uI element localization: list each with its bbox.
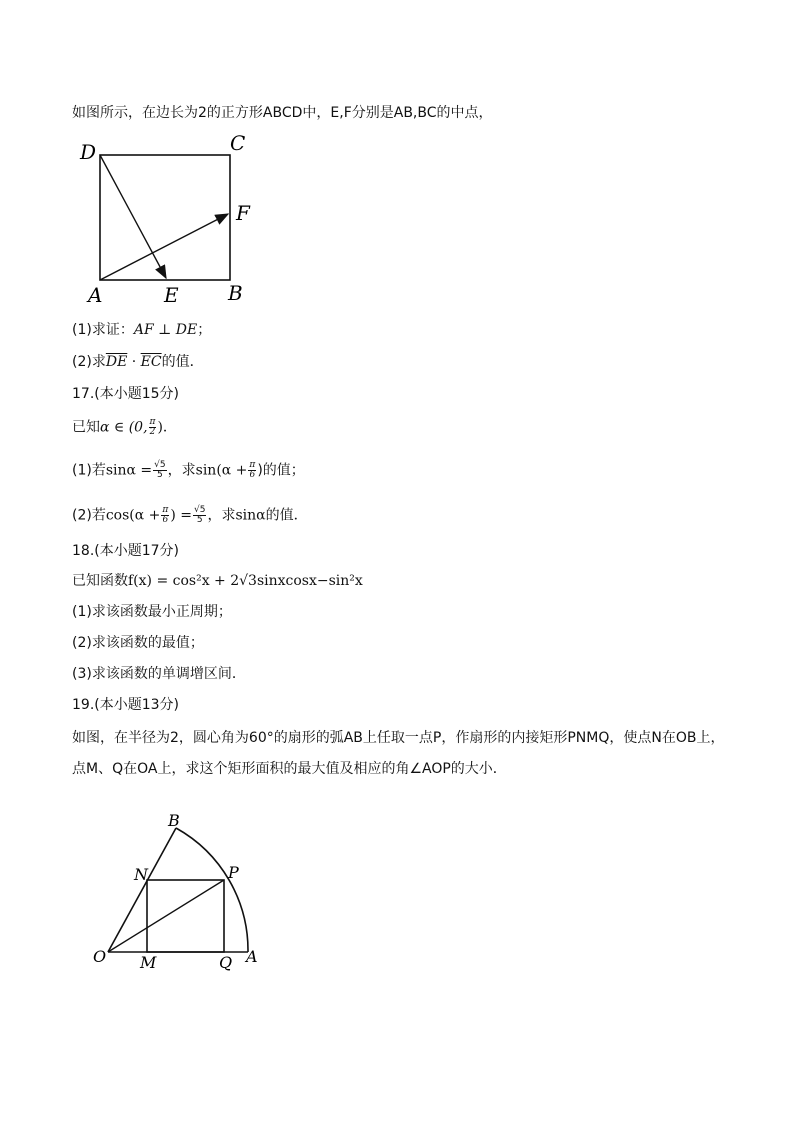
label-q: Q xyxy=(219,953,233,972)
square-abcd xyxy=(100,155,230,280)
vector-de-text: $\overline{DE}$ xyxy=(105,354,128,370)
label-f: F xyxy=(236,201,250,225)
q2-prefix: (2)求 xyxy=(72,354,106,370)
problem19-header: 19.(本小题13分) xyxy=(72,697,180,713)
fraction-sqrt5-5: $\frac{√5}{5}$ xyxy=(154,460,166,480)
label-d: D xyxy=(80,140,97,164)
q1-expr: sin(α + xyxy=(195,462,248,479)
label-p: P xyxy=(228,863,239,882)
q2-expr: cos(α + xyxy=(105,507,161,524)
problem16-q1 xyxy=(72,321,211,339)
label-b: B xyxy=(228,281,243,304)
dot-operator: · xyxy=(127,354,141,370)
fraction-sqrt5-5: $\frac{√5}{5}$ xyxy=(193,505,206,525)
q2-suffix: 的值． xyxy=(161,354,204,370)
given-function: f(x) = cos²x + 2√3sinxcosx−sin²x xyxy=(128,573,363,589)
problem19-line2: 点M、Q在OA上，求这个矩形面积的最大值及相应的角∠AOP的大小． xyxy=(72,761,507,777)
label-n: N xyxy=(134,865,148,884)
problem17-q1 xyxy=(72,461,305,480)
vector-ec-text: $\overline{EC}$ xyxy=(140,354,162,370)
q1-mid: ，求 xyxy=(167,462,196,479)
label-e: E xyxy=(164,283,179,304)
problem18-q1: (1)求该函数最小正周期； xyxy=(72,604,232,620)
given-prefix: 已知 xyxy=(72,419,100,436)
problem19-line1: 如图，在半径为2，圆心角为60°的扇形的弧AB上任取一点P，作扇形的内接矩形PNMQ，使点N在OB上， xyxy=(72,730,725,746)
label-c: C xyxy=(230,134,246,155)
fraction-pi-6: $\frac{\pi}{6}$ xyxy=(249,460,256,480)
q2-suffix: 的值． xyxy=(265,507,308,524)
q2-target: sinα xyxy=(235,507,266,524)
label-b: B xyxy=(168,812,180,830)
problem17-q2 xyxy=(72,506,308,525)
q1-suffix: ； xyxy=(197,322,212,338)
q1-prefix: (1)若 xyxy=(72,462,106,479)
sector-figure xyxy=(88,812,288,982)
problem18-q2: (2)求该函数的最值； xyxy=(72,635,204,651)
q2-eq: ) = xyxy=(170,507,192,524)
problem17-given xyxy=(72,418,177,437)
label-a: A xyxy=(246,947,258,966)
problem16-q2 xyxy=(72,353,204,371)
fraction-pi-2: $\frac{\pi}{2}$ xyxy=(149,417,156,437)
vector-de xyxy=(100,155,166,278)
problem18-given xyxy=(72,572,363,590)
segment-op xyxy=(108,880,224,952)
problem18-header: 18.(本小题17分) xyxy=(72,543,180,559)
q1-sin: sinα = xyxy=(105,462,153,479)
problem16-intro: 如图所示，在边长为2的正方形ABCD中，E,F分别是AB,BC的中点， xyxy=(72,105,493,121)
label-o: O xyxy=(93,947,107,966)
rectangle-pnmq xyxy=(147,880,224,952)
label-m: M xyxy=(140,953,157,972)
problem18-q3: (3)求该函数的单调增区间． xyxy=(72,666,246,682)
arc-ab xyxy=(176,828,248,952)
q2-prefix: (2)若 xyxy=(72,507,106,524)
given-prefix: 已知函数 xyxy=(72,573,128,589)
fraction-pi-6: $\frac{\pi}{6}$ xyxy=(162,505,169,525)
square-figure xyxy=(72,134,292,304)
vector-af xyxy=(100,214,228,280)
q2-mid: ，求 xyxy=(207,507,236,524)
given-suffix: )． xyxy=(157,419,177,436)
radius-ob xyxy=(108,828,176,952)
q1-math: AF ⊥ DE xyxy=(133,322,198,338)
problem17-header: 17.(本小题15分) xyxy=(72,386,180,402)
label-a: A xyxy=(88,283,103,304)
given-math: α ∈ (0, xyxy=(100,419,148,436)
q1-prefix: (1)求证： xyxy=(72,322,134,338)
q1-suffix: )的值； xyxy=(257,462,305,479)
